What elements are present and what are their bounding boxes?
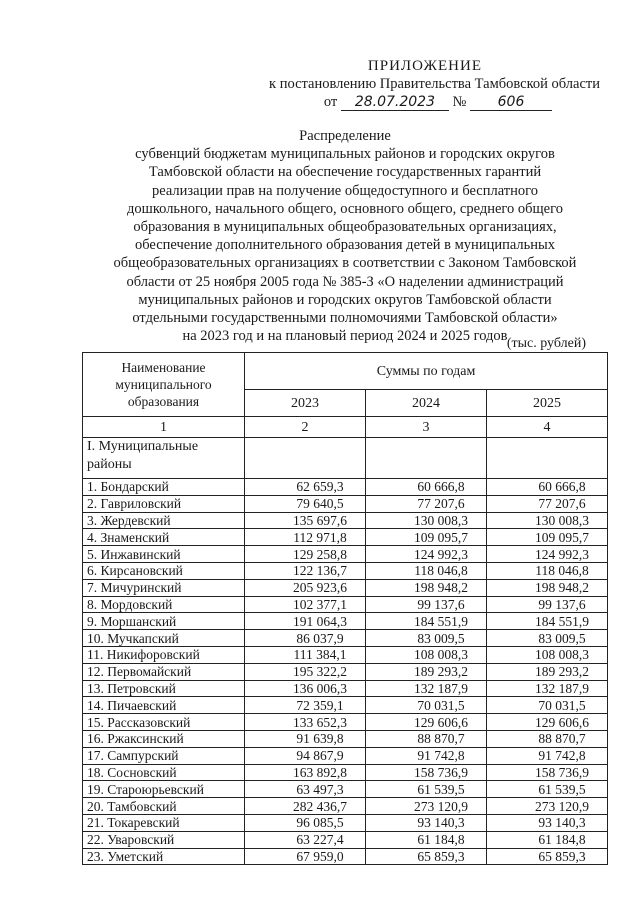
table-row (83, 596, 608, 613)
municipality-name-cell: 23. Уметский (83, 848, 245, 865)
value-2025-cell: 184 551,9 (487, 613, 608, 630)
municipality-name-cell: 19. Староюрьевский (83, 781, 245, 798)
table-row (83, 798, 608, 815)
value-2024-cell: 273 120,9 (366, 798, 487, 815)
column-number: 3 (366, 417, 487, 438)
municipality-name-cell: 17. Сампурский (83, 747, 245, 764)
heading-line: реализации прав на получение общедоступного и бесплатного (152, 182, 538, 199)
header-year-2025: 2025 (487, 390, 608, 417)
table-row (83, 848, 608, 865)
value-2025-cell: 198 948,2 (487, 579, 608, 596)
value-2024-cell: 124 992,3 (366, 546, 487, 563)
value-2023-cell: 133 652,3 (245, 714, 366, 731)
municipality-name-cell: 11. Никифоровский (83, 646, 245, 663)
value-2023-cell: 136 006,3 (245, 680, 366, 697)
table-row (83, 714, 608, 731)
value-2025-cell: 88 870,7 (487, 730, 608, 747)
table-row (83, 730, 608, 747)
value-2023-cell: 112 971,8 (245, 529, 366, 546)
value-2023-cell: 94 867,9 (245, 747, 366, 764)
header-municipality-name: Наименование муниципального образования (83, 353, 245, 417)
value-2024-cell: 108 008,3 (366, 646, 487, 663)
heading-line: образования в муниципальных общеобразовательных организациях, (133, 219, 557, 236)
table-row (83, 814, 608, 831)
header-sums-by-year: Суммы по годам (245, 353, 608, 390)
date-prefix: от (323, 94, 338, 110)
table-row (83, 697, 608, 714)
value-2025-cell: 60 666,8 (487, 479, 608, 496)
value-2025-cell: 118 046,8 (487, 562, 608, 579)
handwritten-date: 28.07.2023 (341, 94, 449, 111)
municipality-name-cell: 18. Сосновский (83, 764, 245, 781)
value-2024-cell: 93 140,3 (366, 814, 487, 831)
value-2024-cell: 77 207,6 (366, 495, 487, 512)
value-2023-cell: 135 697,6 (245, 512, 366, 529)
table-row (83, 562, 608, 579)
value-2023-cell: 129 258,8 (245, 546, 366, 563)
municipality-name-cell: 10. Мучкапский (83, 630, 245, 647)
table-row (83, 781, 608, 798)
table-row (83, 613, 608, 630)
value-2025-cell: 91 742,8 (487, 747, 608, 764)
distribution-table (82, 352, 608, 865)
value-2024-cell: 61 539,5 (366, 781, 487, 798)
value-2023-cell: 91 639,8 (245, 730, 366, 747)
handwritten-number: 606 (470, 94, 552, 111)
heading-line: дошкольного, начального общего, основного общего, среднего общего (127, 200, 563, 217)
heading-line: области от 25 ноября 2005 года № 385-З «О наделении администраций (126, 273, 564, 290)
section-title: I. Муниципальные районы (83, 438, 245, 479)
value-2024-cell: 184 551,9 (366, 613, 487, 630)
value-2023-cell: 62 659,3 (245, 479, 366, 496)
units-label: (тыс. рублей) (506, 336, 586, 351)
value-2024-cell: 130 008,3 (366, 512, 487, 529)
table-row (83, 747, 608, 764)
value-2025-cell: 124 992,3 (487, 546, 608, 563)
heading-line: муниципальных районов и городских округов Тамбовской области (138, 291, 552, 308)
municipality-name-cell: 5. Инжавинский (83, 546, 245, 563)
value-2025-cell: 108 008,3 (487, 646, 608, 663)
value-2025-cell: 99 137,6 (487, 596, 608, 613)
table-row (83, 646, 608, 663)
table-row (83, 831, 608, 848)
number-prefix: № (452, 94, 467, 110)
value-2023-cell: 63 227,4 (245, 831, 366, 848)
value-2024-cell: 129 606,6 (366, 714, 487, 731)
appendix-date-line (240, 93, 600, 111)
value-2025-cell: 61 539,5 (487, 781, 608, 798)
value-2024-cell: 65 859,3 (366, 848, 487, 865)
municipality-name-cell: 12. Первомайский (83, 663, 245, 680)
empty-cell (245, 438, 366, 479)
column-number-row (83, 417, 608, 438)
municipality-name-cell: 14. Пичаевский (83, 697, 245, 714)
value-2025-cell: 129 606,6 (487, 714, 608, 731)
value-2024-cell: 158 736,9 (366, 764, 487, 781)
value-2025-cell: 132 187,9 (487, 680, 608, 697)
value-2024-cell: 88 870,7 (366, 730, 487, 747)
table-row (83, 680, 608, 697)
table-row (83, 512, 608, 529)
value-2023-cell: 67 959,0 (245, 848, 366, 865)
value-2024-cell: 109 095,7 (366, 529, 487, 546)
value-2023-cell: 72 359,1 (245, 697, 366, 714)
municipality-name-cell: 9. Моршанский (83, 613, 245, 630)
empty-cell (366, 438, 487, 479)
header-year-2024: 2024 (366, 390, 487, 417)
value-2025-cell: 65 859,3 (487, 848, 608, 865)
value-2024-cell: 91 742,8 (366, 747, 487, 764)
heading-line: на 2023 год и на плановый период 2024 и 2025 годов (182, 328, 508, 345)
value-2023-cell: 79 640,5 (245, 495, 366, 512)
municipality-name-cell: 21. Токаревский (83, 814, 245, 831)
value-2024-cell: 198 948,2 (366, 579, 487, 596)
value-2025-cell: 130 008,3 (487, 512, 608, 529)
municipality-name-cell: 6. Кирсановский (83, 562, 245, 579)
document-heading (90, 127, 600, 345)
value-2024-cell: 189 293,2 (366, 663, 487, 680)
heading-line: субвенций бюджетам муниципальных районов и городских округов (135, 146, 555, 163)
table-row (83, 630, 608, 647)
value-2023-cell: 122 136,7 (245, 562, 366, 579)
value-2023-cell: 96 085,5 (245, 814, 366, 831)
value-2025-cell: 273 120,9 (487, 798, 608, 815)
value-2025-cell: 61 184,8 (487, 831, 608, 848)
value-2024-cell: 61 184,8 (366, 831, 487, 848)
value-2024-cell: 70 031,5 (366, 697, 487, 714)
column-number: 1 (83, 417, 245, 438)
value-2025-cell: 93 140,3 (487, 814, 608, 831)
table-row (83, 479, 608, 496)
table-row (83, 579, 608, 596)
value-2023-cell: 86 037,9 (245, 630, 366, 647)
value-2025-cell: 77 207,6 (487, 495, 608, 512)
value-2023-cell: 163 892,8 (245, 764, 366, 781)
heading-line: Тамбовской области на обеспечение государственных гарантий (148, 164, 542, 181)
table-row (83, 663, 608, 680)
value-2024-cell: 118 046,8 (366, 562, 487, 579)
value-2025-cell: 70 031,5 (487, 697, 608, 714)
appendix-title: ПРИЛОЖЕНИЕ (367, 58, 482, 74)
municipality-name-cell: 16. Ржаксинский (83, 730, 245, 747)
municipality-name-cell: 8. Мордовский (83, 596, 245, 613)
table-row (83, 764, 608, 781)
municipality-name-cell: 4. Знаменский (83, 529, 245, 546)
header-year-2023: 2023 (245, 390, 366, 417)
heading-line: Распределение (299, 128, 391, 144)
municipality-name-cell: 7. Мичуринский (83, 579, 245, 596)
municipality-name-cell: 15. Рассказовский (83, 714, 245, 731)
value-2025-cell: 83 009,5 (487, 630, 608, 647)
appendix-subtitle: к постановлению Правительства Тамбовской области (269, 76, 600, 92)
value-2024-cell: 60 666,8 (366, 479, 487, 496)
value-2024-cell: 132 187,9 (366, 680, 487, 697)
value-2024-cell: 99 137,6 (366, 596, 487, 613)
appendix-block (240, 57, 600, 111)
municipality-name-cell: 20. Тамбовский (83, 798, 245, 815)
heading-line: общеобразовательных организациях в соответствии с Законом Тамбовской (113, 255, 577, 272)
table-row (83, 495, 608, 512)
table-row (83, 529, 608, 546)
empty-cell (487, 438, 608, 479)
column-number: 2 (245, 417, 366, 438)
value-2023-cell: 102 377,1 (245, 596, 366, 613)
municipality-name-cell: 13. Петровский (83, 680, 245, 697)
heading-line: обеспечение дополнительного образования детей в муниципальных (134, 237, 556, 254)
value-2023-cell: 191 064,3 (245, 613, 366, 630)
table-row (83, 546, 608, 563)
value-2023-cell: 282 436,7 (245, 798, 366, 815)
value-2025-cell: 158 736,9 (487, 764, 608, 781)
municipality-name-cell: 1. Бондарский (83, 479, 245, 496)
municipality-name-cell: 3. Жердевский (83, 512, 245, 529)
value-2024-cell: 83 009,5 (366, 630, 487, 647)
municipality-name-cell: 22. Уваровский (83, 831, 245, 848)
value-2025-cell: 189 293,2 (487, 663, 608, 680)
section-row (83, 438, 608, 479)
value-2025-cell: 109 095,7 (487, 529, 608, 546)
municipality-name-cell: 2. Гавриловский (83, 495, 245, 512)
value-2023-cell: 111 384,1 (245, 646, 366, 663)
value-2023-cell: 195 322,2 (245, 663, 366, 680)
heading-line: отдельными государственными полномочиями Тамбовской области» (132, 310, 558, 327)
value-2023-cell: 205 923,6 (245, 579, 366, 596)
value-2023-cell: 63 497,3 (245, 781, 366, 798)
column-number: 4 (487, 417, 608, 438)
